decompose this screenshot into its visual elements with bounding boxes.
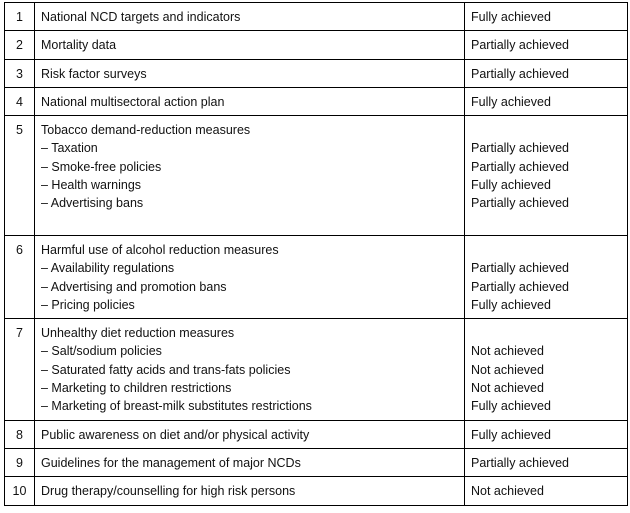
indicator-title: National multisectoral action plan [35,87,465,115]
table-row [5,235,628,318]
indicator-title: Harmful use of alcohol reduction measures [41,242,279,257]
indicator-title: Drug therapy/counselling for high risk persons [35,477,465,505]
table-row [5,319,628,420]
status-group [465,235,628,318]
sub-indicator-label: – Advertising bans [41,196,144,211]
status-text: Partially achieved [471,196,569,211]
cell-spacer [471,121,621,139]
indicator-group [35,235,465,318]
indicator-title: Risk factor surveys [35,59,465,87]
status-text: Partially achieved [471,159,569,174]
indicator-title: Mortality data [35,31,465,59]
status-group [465,319,628,420]
status-text: Partially achieved [465,448,628,476]
sub-indicator-label: – Advertising and promotion bans [41,279,227,294]
row-number: 7 [5,319,35,420]
indicator-title: Guidelines for the management of major NCDs [35,448,465,476]
status-text: Fully achieved [465,3,628,31]
table-row [5,31,628,59]
row-number: 5 [5,116,35,236]
status-text: Partially achieved [465,59,628,87]
indicator-title: National NCD targets and indicators [35,3,465,31]
indicator-title: Public awareness on diet and/or physical activity [35,420,465,448]
row-number: 8 [5,420,35,448]
table-row [5,59,628,87]
sub-indicator-label: – Salt/sodium policies [41,344,162,359]
row-number: 3 [5,59,35,87]
cell-spacer [471,324,621,342]
status-text: Not achieved [471,381,544,396]
table-row [5,420,628,448]
cell-spacer [471,241,621,259]
row-number: 4 [5,87,35,115]
status-text: Fully achieved [471,297,551,312]
sub-indicator-label: – Health warnings [41,178,142,193]
status-text: Partially achieved [471,279,569,294]
sub-indicator-label: – Marketing of breast-milk substitutes restrictions [41,399,312,414]
sub-indicator-label: – Saturated fatty acids and trans-fats policies [41,362,291,377]
ncd-progress-table [4,2,628,506]
sub-indicator-label: – Taxation [41,141,98,156]
status-text: Partially achieved [471,141,569,156]
row-number: 6 [5,235,35,318]
table-row [5,477,628,505]
sub-indicator-label: – Smoke-free policies [41,159,162,174]
table-row [5,87,628,115]
indicator-title: Unhealthy diet reduction measures [41,326,235,341]
status-text: Not achieved [471,362,544,377]
status-text: Not achieved [471,344,544,359]
sub-indicator-label: – Marketing to children restrictions [41,381,232,396]
table-row [5,3,628,31]
row-number: 1 [5,3,35,31]
row-number: 2 [5,31,35,59]
status-text: Fully achieved [465,87,628,115]
sub-indicator-label: – Pricing policies [41,297,135,312]
table-row [5,448,628,476]
status-text: Fully achieved [465,420,628,448]
indicator-group [35,116,465,236]
indicator-group [35,319,465,420]
table-row [5,116,628,236]
row-number: 10 [5,477,35,505]
sub-indicator-label: – Availability regulations [41,261,175,276]
row-number: 9 [5,448,35,476]
status-text: Fully achieved [471,178,551,193]
status-text: Fully achieved [471,399,551,414]
status-group [465,116,628,236]
indicator-title: Tobacco demand-reduction measures [41,123,251,138]
status-text: Partially achieved [471,261,569,276]
cell-spacer [41,213,458,231]
status-text: Not achieved [465,477,628,505]
status-text: Partially achieved [465,31,628,59]
